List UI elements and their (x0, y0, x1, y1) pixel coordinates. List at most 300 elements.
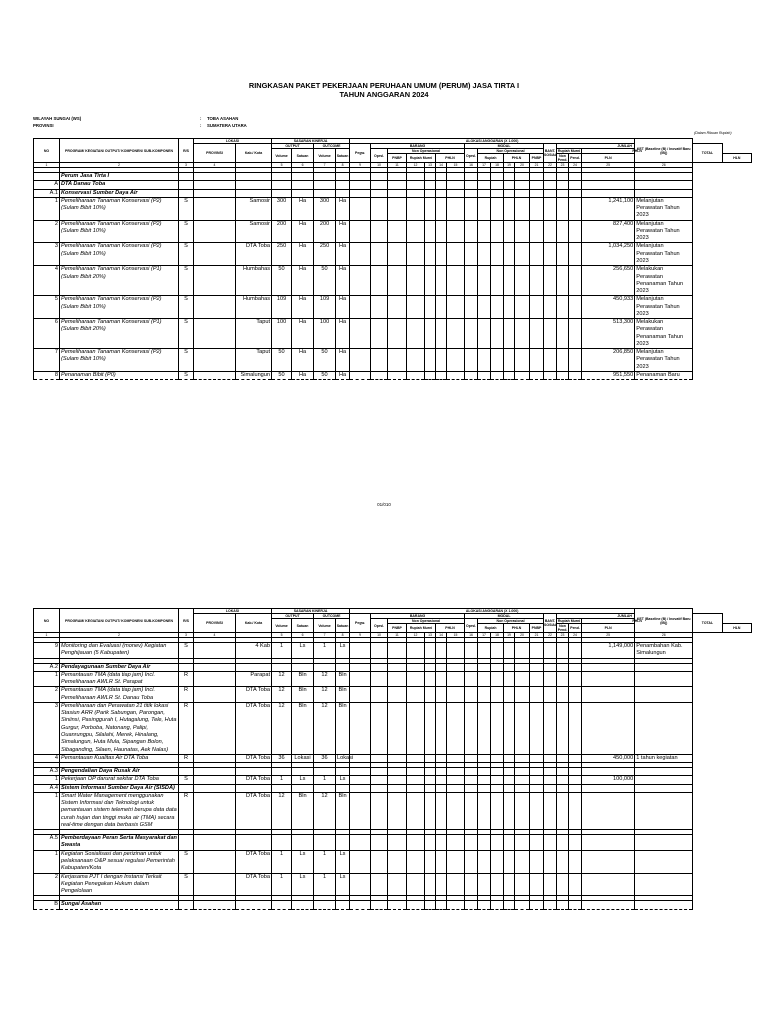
column-number: 26 (635, 163, 693, 168)
table-row (34, 873, 752, 896)
ws-label: WILAYAH SUNGAI (WS) (33, 116, 82, 121)
header-output-volume: Volume (272, 149, 292, 163)
section-row (34, 784, 752, 792)
row-rs: S (179, 243, 194, 266)
row-output-satuan: Ls (292, 850, 314, 873)
row-rs: S (179, 643, 194, 659)
row-rs: S (179, 319, 194, 349)
header-modal-oprsl: Oprsl. (465, 149, 478, 163)
row-program: Pemeliharaan Tanaman Konservasi (P2) (Sulam Bibit 10%) (60, 349, 179, 372)
row-output-satuan: Ha (292, 197, 314, 220)
row-number: 3 (34, 702, 60, 754)
section-row (34, 835, 752, 851)
row-number: A.4 (34, 784, 60, 792)
row-number: A.5 (34, 835, 60, 851)
row-number: A.2 (34, 663, 60, 671)
column-number: 9 (350, 163, 371, 168)
column-number: 23 (557, 163, 569, 168)
section-title: Pendayagunaan Sumber Daya Air (60, 663, 179, 671)
column-number: 8 (336, 633, 350, 638)
column-number: 4 (194, 163, 236, 168)
header-barang-phln: PHLN (436, 624, 465, 633)
row-kab: Taput (236, 319, 272, 349)
column-number: 11 (388, 633, 407, 638)
row-outcome-volume: 12 (314, 702, 336, 754)
column-number: 17 (478, 163, 491, 168)
header-jumlah: JUMLAH (557, 614, 693, 619)
row-ket: Melanjutan Perawatan Tahun 2023 (635, 220, 693, 243)
table-row (34, 850, 752, 873)
header-outcome-volume: Volume (314, 619, 336, 633)
column-number: 14 (436, 163, 447, 168)
header-alokasi: ALOKASI ANGGARAN (X 1.000) (350, 609, 635, 614)
column-number: 21 (530, 633, 544, 638)
unit-note: (Dalam Ribuan Rupiah) (694, 131, 732, 135)
header-modal: MODAL (465, 614, 544, 619)
header-outcome: OUTCOME (314, 144, 350, 149)
column-number: 7 (314, 633, 336, 638)
row-number: 1 (34, 792, 60, 829)
row-program: Kerjasama PJT I dengan Instansi Terkait Kegiatan Penegakan Hukum dalam Pengelolaan (60, 873, 179, 896)
row-output-volume: 109 (272, 296, 292, 319)
row-ket: Penambahan Kab. Simalungun (635, 643, 693, 659)
row-program: Pemeliharaan Tanaman Konservasi (P2) (Sulam Bibit 10%) (60, 220, 179, 243)
column-number: 21 (530, 163, 544, 168)
row-number: 1 (34, 197, 60, 220)
header-modal-phln: PHLN (504, 154, 530, 163)
row-ket: Melanjutan Perawatan Tahun 2023 (635, 349, 693, 372)
row-number: 6 (34, 319, 60, 349)
row-outcome-volume: 250 (314, 243, 336, 266)
column-number: 24 (569, 633, 582, 638)
header-jumlah-rupiah-murni: Rupiah Murni (557, 619, 581, 624)
row-output-satuan: Ha (292, 266, 314, 296)
row-outcome-volume: 1 (314, 873, 336, 896)
row-outcome-volume: 12 (314, 792, 336, 829)
row-ket (635, 687, 693, 703)
header-jumlah-pln: PLN (582, 624, 635, 633)
table-row (34, 319, 752, 349)
row-program: Pemeliharaan Tanaman Konservasi (P2) (Sulam Bibit 10%) (60, 243, 179, 266)
row-outcome-volume: 300 (314, 197, 336, 220)
row-outcome-satuan: Ls (336, 873, 350, 896)
column-number: 4 (194, 633, 236, 638)
row-number: 1 (34, 671, 60, 687)
section-row (34, 663, 752, 671)
row-output-satuan: Ha (292, 371, 314, 379)
row-total (582, 671, 635, 687)
row-kab: 4 Kab (236, 643, 272, 659)
header-barang-non-op: Non Operasional (388, 149, 465, 154)
header-jumlah: JUMLAH (557, 144, 693, 149)
section-title: Sungai Asahan (60, 901, 179, 909)
row-output-volume: 250 (272, 243, 292, 266)
row-output-volume: 12 (272, 687, 292, 703)
row-output-volume: 12 (272, 702, 292, 754)
column-number: 8 (336, 163, 350, 168)
row-program: Pekerjaan OP darurat sekitar DTA Toba (60, 776, 179, 784)
row-outcome-volume: 1 (314, 850, 336, 873)
row-output-satuan: Lokasi (292, 754, 314, 762)
row-output-satuan: Ls (292, 776, 314, 784)
column-number: 6 (292, 163, 314, 168)
column-number: 22 (544, 633, 557, 638)
row-output-volume: 50 (272, 371, 292, 379)
table-row (34, 702, 752, 754)
row-program: Pemeliharaan dan Perawatan 21 titik lokasi Stasiun ARR (Parik Sabungan, Parongan, Siniinsi, Pasinggurah I, Hutagalung, Tele, Huta Gurgur, Porboba, Natonang, Palipi, Ouanrungpu, Silalahi, Merek, Hinalang, Simalungun, Huta Mula, Sipangan Bolon, Sibaganding, Silaen, Haunatas, Aek Nalas) (60, 702, 179, 754)
row-output-volume: 36 (272, 754, 292, 762)
row-number: 3 (34, 243, 60, 266)
document-title: RINGKASAN PAKET PEKERJAAN PERUHAAN UMUM (PERUM) JASA TIRTA I (248, 81, 520, 90)
header-jumlah-pln: PLN (582, 154, 635, 163)
row-outcome-volume: 50 (314, 349, 336, 372)
row-total: 450,000 (582, 754, 635, 762)
row-outcome-volume: 50 (314, 266, 336, 296)
row-output-volume: 200 (272, 220, 292, 243)
row-program: Kegiatan Sosialisasi dan perizinan untuk pelaksanaan O&P sesuai regulasi Pemerintah Kabupaten/Kota (60, 850, 179, 873)
row-total (582, 850, 635, 873)
row-kab: DTA Toba (236, 687, 272, 703)
row-number: 1 (34, 850, 60, 873)
budget-table-page-2 (33, 608, 752, 910)
row-rs: S (179, 349, 194, 372)
header-output-satuan: Satuan (292, 149, 314, 163)
header-modal-oprsl: Oprsl. (465, 619, 478, 633)
table-row (34, 643, 752, 659)
section-title: Konservasi Sumber Daya Air (60, 189, 179, 197)
column-number: 9 (350, 633, 371, 638)
header-modal-non-op: Non Operasional (478, 149, 544, 154)
row-ket: Melakukan Perawatan Penanaman Tahun 2023 (635, 319, 693, 349)
header-modal: MODAL (465, 144, 544, 149)
document-subtitle: TAHUN ANGGARAN 2024 (339, 90, 429, 99)
column-number: 10 (371, 163, 388, 168)
header-rs: R/S (179, 609, 194, 633)
row-total (582, 702, 635, 754)
table-row (34, 754, 752, 762)
table-row (34, 197, 752, 220)
row-outcome-volume: 1 (314, 776, 336, 784)
table-row (34, 220, 752, 243)
header-no: NO (34, 139, 60, 163)
column-number: 14 (436, 633, 447, 638)
row-outcome-volume: 12 (314, 687, 336, 703)
row-kab: Samosir (236, 220, 272, 243)
row-outcome-volume: 12 (314, 671, 336, 687)
header-modal-pnbp: PNBP (530, 624, 544, 633)
row-output-volume: 100 (272, 319, 292, 349)
row-kab: DTA Toba (236, 754, 272, 762)
column-number: 12 (407, 633, 425, 638)
row-number: 2 (34, 687, 60, 703)
row-number: 7 (34, 349, 60, 372)
row-kab: Taput (236, 349, 272, 372)
row-output-satuan: Ha (292, 349, 314, 372)
column-number: 5 (272, 633, 292, 638)
row-kab: Parapat (236, 671, 272, 687)
row-outcome-volume: 109 (314, 296, 336, 319)
row-outcome-satuan: Lokasi (337, 754, 354, 761)
row-rs: S (179, 197, 194, 220)
header-barang-non-op: Non Operasional (388, 619, 465, 624)
section-title: Pengendalian Daya Rusak Air (60, 768, 179, 776)
row-outcome-volume: 1 (314, 643, 336, 659)
column-number: 1 (34, 163, 60, 168)
row-outcome-satuan: Ha (336, 197, 350, 220)
row-rs: R (179, 702, 194, 754)
column-number: 5 (272, 163, 292, 168)
header-pegw: Pegw. (350, 614, 371, 633)
column-number: 19 (504, 633, 515, 638)
column-number: 15 (447, 163, 465, 168)
header-barang-pnbp: PNBP (388, 154, 407, 163)
row-total: 1,149,000 (582, 643, 635, 659)
row-output-volume: 1 (272, 643, 292, 659)
row-outcome-satuan: Ha (336, 371, 350, 379)
row-kab: DTA Toba (236, 873, 272, 896)
row-kab: DTA Toba (236, 243, 272, 266)
section-title: DTA Danau Toba (60, 181, 179, 189)
row-outcome-satuan: Bln (336, 671, 350, 687)
row-program: Pemantauan Kualitas Air DTA Toba (60, 754, 179, 762)
row-output-satuan: Ha (292, 220, 314, 243)
header-outcome-satuan: Satuan (336, 149, 350, 163)
column-number: 13 (425, 633, 436, 638)
row-ket: 1 tahun kegiatan (635, 754, 693, 762)
header-barang-oprsl: Oprsl. (371, 149, 388, 163)
header-jumlah-non-pend: Non Pend. (557, 624, 568, 633)
page-number: 01/010 (377, 502, 391, 507)
header-ket: KET (Baseline (B) / Inovatif Baru (IB)) (635, 139, 693, 163)
header-jumlah-hln: HLN (722, 624, 751, 633)
row-outcome-satuan: Ha (336, 220, 350, 243)
table-row (34, 266, 752, 296)
column-number: 3 (179, 163, 194, 168)
row-ket: Melanjutan Perawatan Tahun 2023 (635, 243, 693, 266)
header-jumlah-hln: HLN (722, 154, 751, 163)
row-output-satuan: Ha (292, 243, 314, 266)
row-ket (635, 850, 693, 873)
row-output-satuan: Ls (292, 873, 314, 896)
row-total: 827,400 (582, 220, 635, 243)
header-jumlah-phln: PHLN (582, 619, 693, 624)
row-outcome-volume: 200 (314, 220, 336, 243)
row-ket (635, 792, 693, 829)
column-number: 3 (179, 633, 194, 638)
header-total: TOTAL (693, 144, 722, 163)
row-rs: S (179, 296, 194, 319)
row-ket (635, 776, 693, 784)
section-row (34, 901, 752, 909)
header-outcome-volume: Volume (314, 149, 336, 163)
row-output-satuan: Ls (292, 643, 314, 659)
row-program: Pemeliharaan Tanaman Konservasi (P1) (Sulam Bibit 20%) (60, 319, 179, 349)
table-row (34, 243, 752, 266)
header-output: OUTPUT (272, 614, 314, 619)
column-number: 16 (465, 633, 478, 638)
header-ket: KET (Baseline (B) / Inovatif Baru (IB)) (635, 609, 693, 633)
row-rs: S (179, 850, 194, 873)
row-total: 1,241,100 (582, 197, 635, 220)
header-jumlah-phln: PHLN (582, 149, 693, 154)
row-total: 256,650 (582, 266, 635, 296)
row-ket (635, 873, 693, 896)
row-rs: R (179, 671, 194, 687)
row-program: Pemeliharaan Tanaman Konservasi (P2) (Sulam Bibit 10%) (60, 197, 179, 220)
row-output-volume: 50 (272, 349, 292, 372)
row-total: 450,933 (582, 296, 635, 319)
column-number: 15 (447, 633, 465, 638)
row-number: 2 (34, 873, 60, 896)
row-outcome-volume: 36 (314, 754, 336, 762)
column-number: 24 (569, 163, 582, 168)
column-number: 22 (544, 163, 557, 168)
column-number: 2 (60, 633, 179, 638)
budget-table-page-1 (33, 138, 752, 380)
province-separator: : (200, 123, 202, 128)
row-outcome-satuan: Bln (336, 792, 350, 829)
header-barang-phln: PHLN (436, 154, 465, 163)
column-number: 25 (582, 163, 635, 168)
row-outcome-volume: 50 (314, 371, 336, 379)
row-output-volume: 12 (272, 671, 292, 687)
row-rs: R (179, 792, 194, 829)
row-kab: DTA Toba (236, 702, 272, 754)
header-total: TOTAL (693, 614, 722, 633)
row-number: A.1 (34, 189, 60, 197)
row-output-volume: 1 (272, 873, 292, 896)
header-jumlah-rupiah-murni: Rupiah Murni (557, 149, 581, 154)
row-outcome-satuan: Ls (336, 776, 350, 784)
row-total (582, 687, 635, 703)
header-modal-phln: PHLN (504, 624, 530, 633)
column-number: 7 (314, 163, 336, 168)
header-no: NO (34, 609, 60, 633)
row-total (582, 792, 635, 829)
header-barang: BARANG (371, 144, 465, 149)
row-number: A.3 (34, 768, 60, 776)
row-outcome-satuan: Ls (336, 850, 350, 873)
header-barang-rupiah-murni: Rupiah Murni (407, 624, 436, 633)
row-number: 5 (34, 296, 60, 319)
row-output-satuan: Bln (292, 792, 314, 829)
row-number: 2 (34, 220, 60, 243)
header-bansos: BANT. SOSIAL (544, 614, 557, 633)
table-row (34, 776, 752, 784)
column-number: 12 (407, 163, 425, 168)
row-total (582, 873, 635, 896)
row-rs: S (179, 776, 194, 784)
row-number: B (34, 901, 60, 909)
row-program: Monitoring dan Evaluasi (monev) Kegiatan Penghijauan (5 Kabupaten) (60, 643, 179, 659)
section-row (34, 189, 752, 197)
row-output-satuan: Ha (292, 319, 314, 349)
header-outcome: OUTCOME (314, 614, 350, 619)
header-output-volume: Volume (272, 619, 292, 633)
row-kab: DTA Toba (236, 776, 272, 784)
header-barang-oprsl: Oprsl. (371, 619, 388, 633)
column-number: 6 (292, 633, 314, 638)
header-outcome-satuan: Satuan (336, 619, 350, 633)
column-number: 2 (60, 163, 179, 168)
row-outcome-satuan: Ha (336, 349, 350, 372)
row-output-volume: 1 (272, 776, 292, 784)
row-kab: Samosir (236, 197, 272, 220)
row-rs: S (179, 266, 194, 296)
table-row (34, 671, 752, 687)
row-outcome-satuan: Ha (336, 296, 350, 319)
row-total: 206,850 (582, 349, 635, 372)
header-modal-rupiah: Rupiah (478, 154, 504, 163)
row-kab: DTA Toba (236, 850, 272, 873)
header-pegw: Pegw. (350, 144, 371, 163)
row-number: 1 (34, 776, 60, 784)
header-modal-non-op: Non Operasional (478, 619, 544, 624)
column-number: 23 (557, 633, 569, 638)
header-program: PROGRAM/ KEGIATAN/ OUTPUT/ KOMPONEN/ SUB-KOMPONEN (60, 139, 179, 163)
row-kab: Humbahas (236, 296, 272, 319)
header-jumlah-pend: Pend. (569, 154, 582, 163)
table-row (34, 296, 752, 319)
column-number: 18 (491, 633, 504, 638)
row-kab: DTA Toba (236, 792, 272, 829)
row-program: Smart Water Management menggunakan Sistem Informasi dan Teknologi untuk pemantauan sistem telemetri berupa data data curah hujan dan tinggi muka air (TMA) secara real-time dengan data berbasis GSM (61, 792, 177, 828)
row-output-volume: 300 (272, 197, 292, 220)
header-sasaran: SASARAN KINERJA (272, 609, 350, 614)
row-kab: Simalungun (236, 371, 272, 379)
header-kab: Kab./ Kota (236, 614, 272, 633)
header-rs: R/S (179, 139, 194, 163)
row-output-volume: 1 (272, 850, 292, 873)
row-rs: S (179, 371, 194, 379)
column-number: 20 (515, 163, 530, 168)
table-row (34, 687, 752, 703)
table-row (34, 371, 752, 379)
row-outcome-satuan: Ha (336, 243, 350, 266)
row-output-satuan: Ha (292, 296, 314, 319)
row-number: 8 (34, 371, 60, 379)
row-outcome-satuan: Ls (336, 643, 350, 659)
header-modal-pnbp: PNBP (530, 154, 544, 163)
ws-separator: : (200, 116, 202, 121)
column-number: 11 (388, 163, 407, 168)
row-number (34, 173, 60, 181)
row-rs: R (179, 687, 194, 703)
row-number: A (34, 181, 60, 189)
row-output-satuan: Bln (292, 671, 314, 687)
row-total: 1,034,250 (582, 243, 635, 266)
header-lokasi: LOKASI (194, 609, 272, 614)
row-ket: Melanjutan Perawatan Tahun 2023 (635, 197, 693, 220)
row-output-satuan: Bln (292, 702, 314, 754)
header-modal-rupiah: Rupiah (478, 624, 504, 633)
column-number: 13 (425, 163, 436, 168)
row-program: Pemantauan TMA (data tiap jam) Incl. Pemeliharaan AWLR St. Danau Toba (60, 687, 179, 703)
row-outcome-satuan: Ha (336, 266, 350, 296)
table-row (34, 792, 752, 829)
row-program: Pemeliharaan Tanaman Konservasi (P2) (Sulam Bibit 10%) (60, 296, 179, 319)
ws-value: TOBA ASAHAN (207, 116, 239, 121)
row-output-volume: 50 (272, 266, 292, 296)
section-title: Perum Jasa Tirta I (60, 173, 179, 181)
row-program: Pemantauan TMA (data tiap jam) Incl. Pemeliharaan AWLR St. Parapat (60, 671, 179, 687)
column-number: 1 (34, 633, 60, 638)
header-bansos: BANT. SOSIAL (544, 144, 557, 163)
row-number: 4 (34, 754, 60, 762)
column-number: 20 (515, 633, 530, 638)
row-total: 513,300 (582, 319, 635, 349)
row-outcome-satuan: Bln (336, 702, 350, 754)
